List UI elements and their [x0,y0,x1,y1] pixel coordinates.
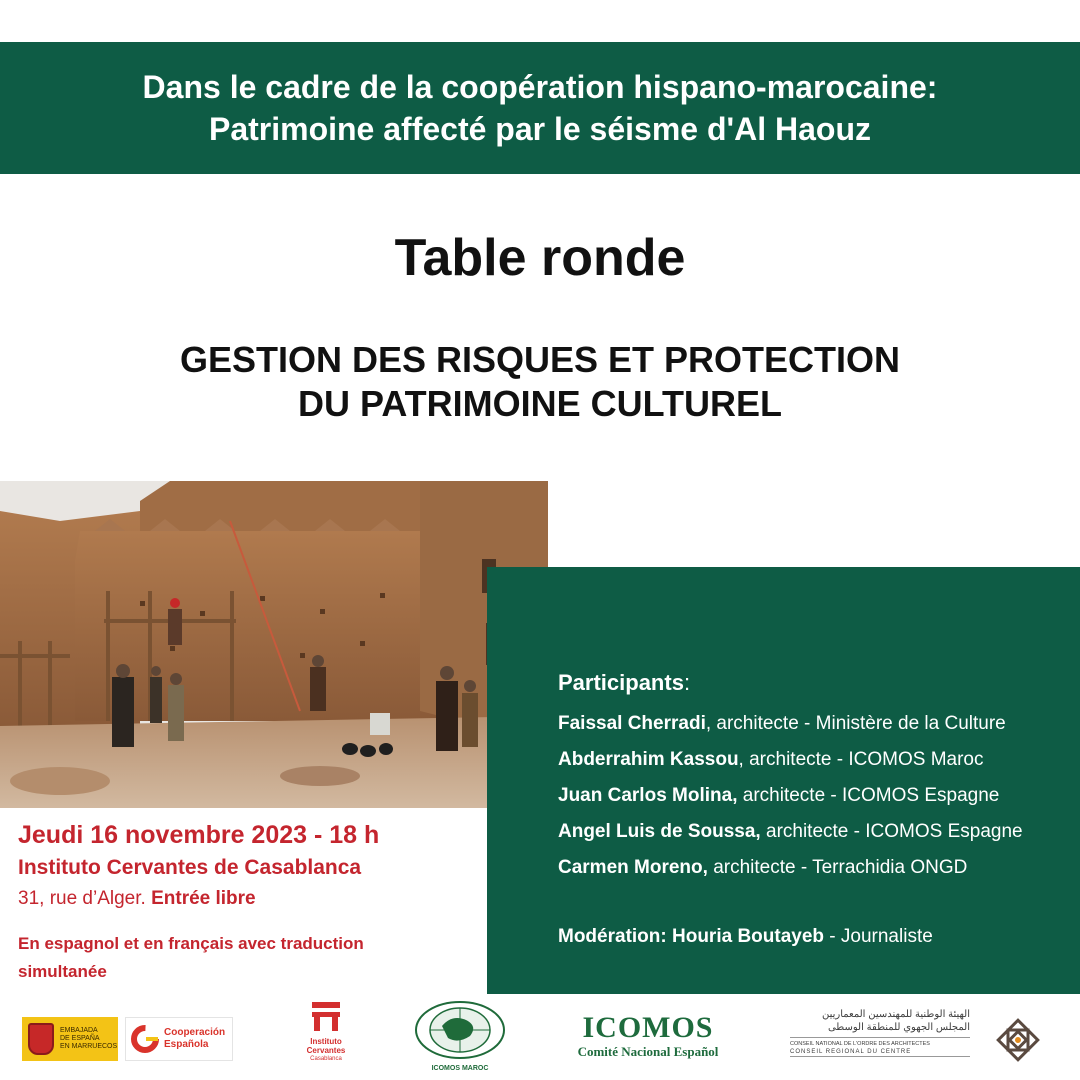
participant-role: architecte - ICOMOS Espagne [737,785,1000,806]
participants-heading [558,670,1023,696]
participant-role: architecte - ICOMOS Espagne [760,821,1023,842]
event-language: En espagnol et en français avec traduction simultanée [18,934,364,981]
participant-row [558,850,1023,886]
participant-name: Abderrahim Kassou [558,749,739,770]
participants-heading-text: Participants [558,670,684,695]
ordre-french-line-1: CONSEIL NATIONAL DE L'ORDRE DES ARCHITECTES [790,1037,970,1048]
ordre-french-line-2: CONSEIL REGIONAL DU CENTRE [790,1048,970,1057]
cooperacion-c-icon [130,1024,160,1054]
cervantes-line-2: Cervantes [306,1046,346,1055]
moderation-line [558,926,933,948]
cervantes-symbol-icon [306,1000,346,1032]
cooperacion-line-2: Española [164,1039,209,1050]
participant-role: , architecte - ICOMOS Maroc [738,749,984,770]
restoration-site-photo [0,481,548,808]
event-details [18,818,438,986]
icomos-title: ICOMOS [582,1011,714,1044]
moderator-name: Modération: Houria Boutayeb [558,926,825,947]
cooperacion-line-1: Cooperación [164,1027,226,1038]
participants-list [558,670,1023,886]
participant-role: , architecte - Ministère de la Culture [705,713,1006,734]
event-entry: Entrée libre [145,888,256,909]
embajada-line-1: EMBAJADA [60,1027,98,1034]
subtitle [0,338,1080,426]
ordre-architectes-logo [790,1008,970,1057]
participant-name: Angel Luis de Soussa, [558,821,761,842]
subtitle-line-2: DU PATRIMOINE CULTUREL [298,383,782,424]
participant-row [558,814,1023,850]
participant-role: architecte - Terrachidia ONGD [707,857,968,878]
participant-row [558,742,1023,778]
cooperacion-espanola-logo [125,1017,233,1061]
event-date: Jeudi 16 novembre 2023 - 18 h [18,821,380,849]
event-address [18,884,438,914]
participant-row [558,778,1023,814]
event-venue: Instituto Cervantes de Casablanca [18,856,362,879]
page-title: Table ronde [394,229,686,287]
cervantes-line-3: Casablanca [310,1056,342,1062]
moderator-role: - Journaliste [824,926,933,947]
header-line-2: Patrimoine affecté par le séisme d'Al Haouz [208,111,872,147]
header-line-1: Dans le cadre de la coopération hispano-marocaine: [142,69,938,105]
subtitle-line-1: GESTION DES RISQUES ET PROTECTION [179,339,901,380]
participant-row [558,706,1023,742]
participant-name: Faissal Cherradi [558,713,706,734]
participants-heading-colon: : [683,670,691,695]
icomos-maroc-logo [412,1000,508,1070]
embajada-line-3: EN MARRUECOS [60,1043,118,1050]
participant-name: Juan Carlos Molina, [558,785,738,806]
icomos-subtitle: Comité Nacional Español [577,1044,719,1059]
embajada-line-2: DE ESPAÑA [60,1035,100,1042]
ordre-architectes-emblem-icon [988,1010,1048,1070]
participant-name: Carmen Moreno, [558,857,708,878]
ordre-arabic-line-1: الهيئة الوطنية للمهندسين المعماريين [821,1009,970,1020]
icomos-espanol-logo [568,1012,728,1060]
globe-icon [412,1000,508,1060]
instituto-cervantes-logo [298,1000,354,1070]
coat-of-arms-icon [28,1023,54,1055]
icomos-maroc-label: ICOMOS MAROC [431,1065,489,1072]
event-address-text: 31, rue d’Alger. [18,888,146,909]
header-band [0,42,1080,174]
cervantes-line-1: Instituto [310,1037,342,1046]
embajada-espana-logo [22,1017,118,1061]
ordre-arabic-line-2: المجلس الجهوي للمنطقة الوسطى [827,1022,970,1033]
